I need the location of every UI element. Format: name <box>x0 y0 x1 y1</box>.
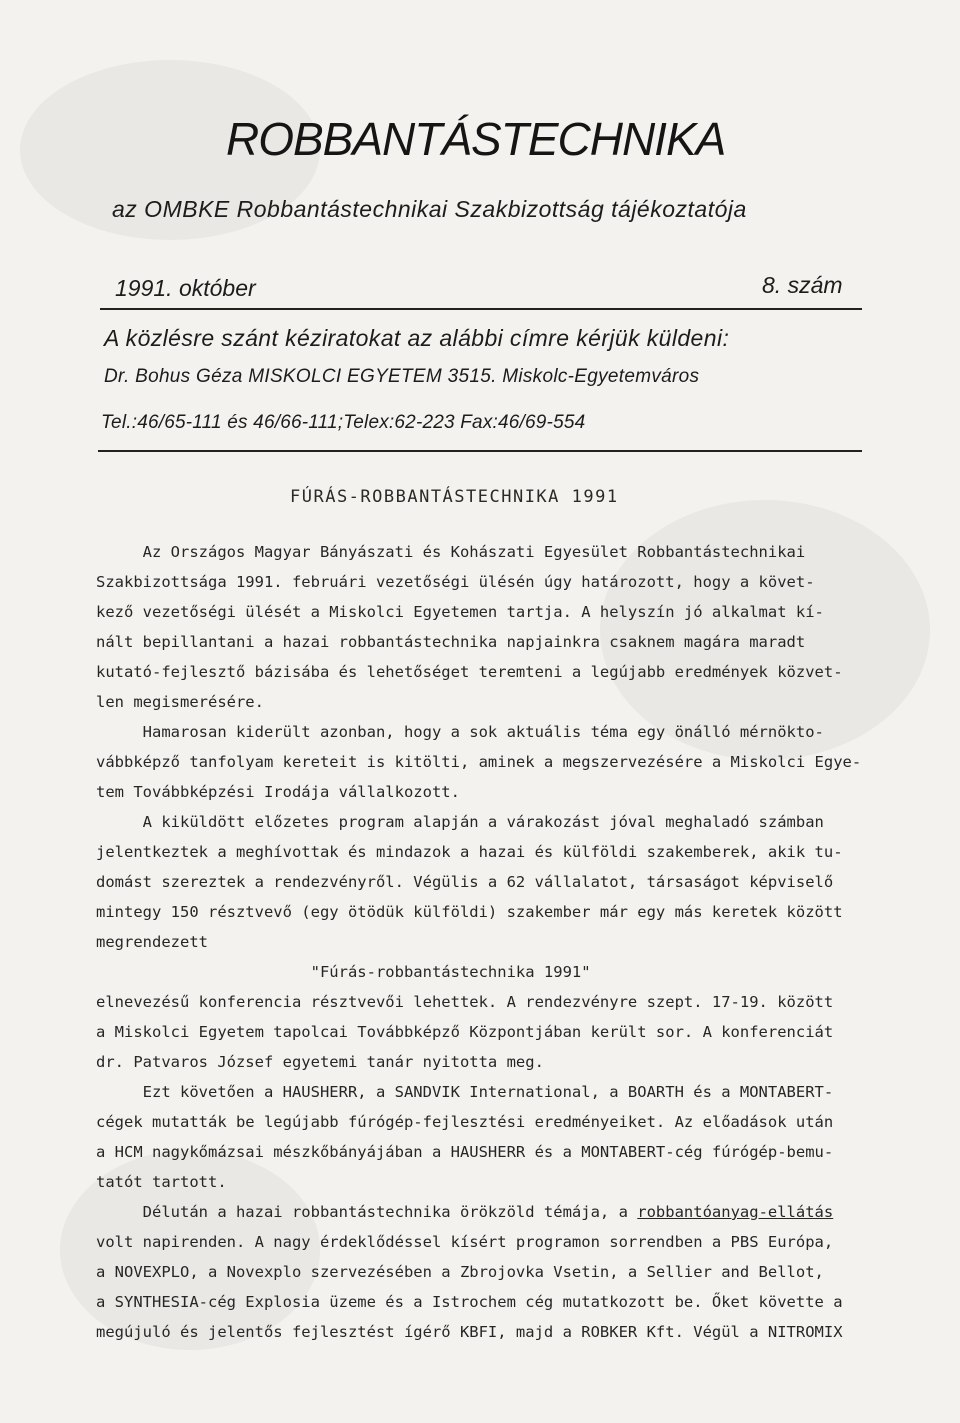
article-line: a HCM nagykőmázsai mészkőbányájában a HAUSHERR és a MONTABERT-cég fúrógép-bemu- <box>96 1143 834 1161</box>
article-heading: FÚRÁS-ROBBANTÁSTECHNIKA 1991 <box>290 487 619 507</box>
article-line: kező vezetőségi ülését a Miskolci Egyetemen tartja. A helyszín jó alkalmat kí- <box>96 603 824 621</box>
article-line: a Miskolci Egyetem tapolcai Továbbképző Központjában került sor. A konferenciát <box>96 1023 834 1041</box>
issue-date: 1991. október <box>115 275 256 301</box>
article-line-quote: "Fúrás-robbantástechnika 1991" <box>96 963 591 981</box>
article-line: a NOVEXPLO, a Novexplo szervezésében a Zbrojovka Vsetin, a Sellier and Bellot, <box>96 1263 824 1281</box>
article-line: domást szereztek a rendezvényről. Végülis a 62 vállalatot, társaságot képviselő <box>96 873 834 891</box>
paper-stain <box>600 500 930 760</box>
article-line: volt napirenden. A nagy érdeklődéssel kísért programon sorrendben a PBS Európa, <box>96 1233 834 1251</box>
article-line: Szakbizottsága 1991. februári vezetőségi ülésén úgy határozott, hogy a követ- <box>96 573 815 591</box>
article-line: mintegy 150 résztvevő (egy ötödük külföldi) szakember már egy más keretek között <box>96 903 843 921</box>
newsletter-title: ROBBANTÁSTECHNIKA <box>226 113 726 165</box>
article-line: Ezt követően a HAUSHERR, a SANDVIK International, a BOARTH és a MONTABERT- <box>96 1083 834 1101</box>
header-divider <box>100 308 862 310</box>
contact-address: Dr. Bohus Géza MISKOLCI EGYETEM 3515. Miskolc-Egyetemváros <box>104 366 700 387</box>
article-line: megrendezett <box>96 933 208 951</box>
article-line: tatót tartott. <box>96 1173 227 1191</box>
article-line: tem Továbbképzési Irodája vállalkozott. <box>96 783 460 801</box>
article-line: cégek mutatták be legújabb fúrógép-fejlesztési eredményeiket. Az előadások után <box>96 1113 834 1131</box>
article-line: dr. Patvaros József egyetemi tanár nyitotta meg. <box>96 1053 544 1071</box>
article-line-with-underline <box>96 1203 833 1221</box>
article-line: vábbképző tanfolyam kereteit is kitölti, aminek a megszervezésére a Miskolci Egye- <box>96 753 862 771</box>
article-line: jelentkeztek a meghívottak és mindazok a hazai és külföldi szakemberek, akik tu- <box>96 843 843 861</box>
article-line: len megismerésére. <box>96 693 264 711</box>
header-divider-bottom <box>98 450 862 452</box>
article-line-text: Délután a hazai robbantástechnika örökzöld témája, a <box>96 1203 638 1221</box>
issue-number: 8. szám <box>762 272 843 298</box>
underlined-term: robbantóanyag-ellátás <box>637 1203 834 1221</box>
newsletter-subtitle: az OMBKE Robbantástechnikai Szakbizottság tájékoztatója <box>112 196 747 222</box>
article-line: Az Országos Magyar Bányászati és Kohászati Egyesület Robbantástechnikai <box>96 543 806 561</box>
article-line: megújuló és jelentős fejlesztést ígérő KBFI, majd a ROBKER Kft. Végül a NITROMIX <box>96 1323 843 1341</box>
article-line: elnevezésű konferencia résztvevői lehettek. A rendezvényre szept. 17-19. között <box>96 993 834 1011</box>
article-line: A kiküldött előzetes program alapján a várakozást jóval meghaladó számban <box>96 813 824 831</box>
article-line: a SYNTHESIA-cég Explosia üzeme és a Istrochem cég mutatkozott be. Őket követte a <box>96 1293 843 1311</box>
submission-request: A közlésre szánt kéziratokat az alábbi címre kérjük küldeni: <box>104 325 730 351</box>
article-line: Hamarosan kiderült azonban, hogy a sok aktuális téma egy önálló mérnökto- <box>96 723 824 741</box>
article-line: kutató-fejlesztő bázisába és lehetőséget teremteni a legújabb eredmények közvet- <box>96 663 843 681</box>
contact-phone: Tel.:46/65-111 és 46/66-111;Telex:62-223 Fax:46/69-554 <box>101 412 586 433</box>
article-line: nált bepillantani a hazai robbantástechnika napjainkra csaknem magára maradt <box>96 633 806 651</box>
